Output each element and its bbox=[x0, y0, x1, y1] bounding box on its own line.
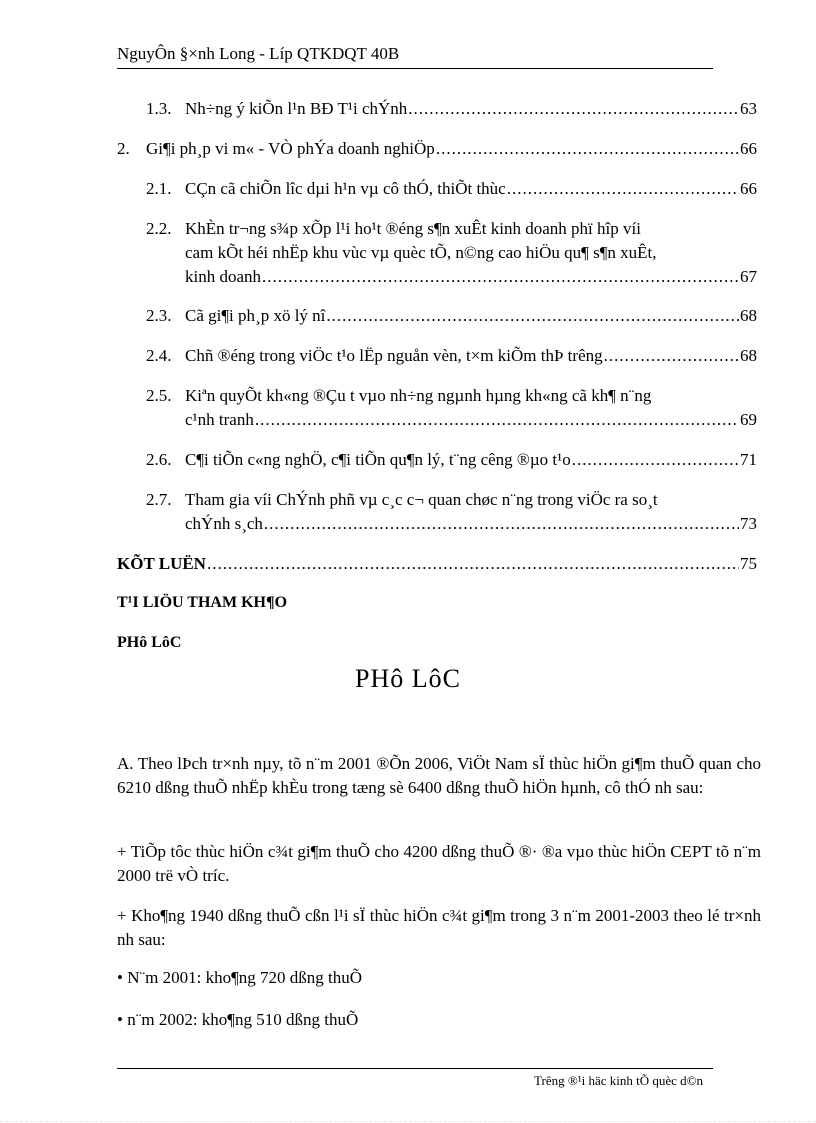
toc-page-number: 75 bbox=[740, 554, 757, 573]
references-heading: T¹I LIÖU THAM KH¶O bbox=[117, 594, 288, 611]
running-footer: Trêng ®¹i häc kinh tÕ quèc d©n bbox=[534, 1073, 704, 1088]
footer-rule bbox=[117, 1068, 713, 1069]
toc-title: cam kÕt héi nhËp khu vùc vµ quèc tÕ, n©ng cao hiÖu qu¶ s¶n xuÊt, bbox=[185, 243, 657, 262]
toc-title: CÇn cã chiÕn lîc dµi h¹n vµ cô thÓ, thiÕt thùc bbox=[185, 179, 506, 198]
appendix-heading: PHô LôC bbox=[117, 634, 182, 651]
toc-title: C¶i tiÕn c«ng nghÖ, c¶i tiÕn qu¶n lý, t¨ng cêng ®µo t¹o bbox=[185, 450, 571, 469]
toc-number: 2.4. bbox=[146, 346, 172, 365]
paragraph: + TiÕp tôc thùc hiÖn c¾t gi¶m thuÕ cho 4200 dßng thuÕ ®· ®a vµo thùc hiÖn CEPT tõ n¨m 2000 trë vÒ tríc. bbox=[117, 842, 761, 885]
header-rule bbox=[117, 68, 713, 69]
toc-number: 2.3. bbox=[146, 306, 172, 325]
toc-title: kinh doanh bbox=[185, 267, 262, 286]
appendix-title: PHô LôC bbox=[355, 664, 461, 693]
toc-title: Gi¶i ph¸p vi m« - VÒ phÝa doanh nghiÖp bbox=[146, 139, 435, 158]
toc-number: 2.5. bbox=[146, 386, 172, 405]
list-item: • N¨m 2001: kho¶ng 720 dßng thuÕ bbox=[117, 968, 363, 987]
paragraph: A. Theo lÞch tr×nh nµy, tõ n¨m 2001 ®Õn 2006, ViÖt Nam sÏ thùc hiÖn gi¶m thuÕ quan cho 6210 dßng thuÕ nhËp khÈu trong tæng sè 6400 dßng thuÕ hiÖn hµnh, cô thÓ nh sau: bbox=[117, 754, 761, 797]
toc-title: KÕT LUËN bbox=[117, 554, 206, 573]
toc-number: 1.3. bbox=[146, 99, 172, 118]
paragraph: + Kho¶ng 1940 dßng thuÕ cßn l¹i sÏ thùc hiÖn c¾t gi¶m trong 3 n¨m 2001-2003 theo lé tr×nh nh sau: bbox=[117, 906, 761, 949]
toc-number: 2. bbox=[117, 139, 130, 158]
page-edge bbox=[0, 1121, 816, 1122]
toc-title: Kiªn quyÕt kh«ng ®Çu t vµo nh÷ng ngµnh hµng kh«ng cã kh¶ n¨ng bbox=[185, 386, 652, 405]
toc-page-number: 71 bbox=[740, 450, 757, 469]
toc-number: 2.1. bbox=[146, 179, 172, 198]
toc-page-number: 73 bbox=[740, 514, 757, 533]
toc-title: Cã gi¶i ph¸p xö lý nî bbox=[185, 306, 326, 325]
toc-number: 2.2. bbox=[146, 219, 172, 238]
toc-title: KhÈn tr¬ng s¾p xÕp l¹i ho¹t ®éng s¶n xuÊt kinh doanh phï hîp víi bbox=[185, 219, 641, 238]
toc-page-number: 68 bbox=[740, 306, 757, 325]
toc-page-number: 69 bbox=[740, 410, 757, 429]
toc-title: chÝnh s¸ch bbox=[185, 514, 263, 533]
toc-title: Chñ ®éng trong viÖc t¹o lËp nguån vèn, t×m kiÕm thÞ trêng bbox=[185, 346, 603, 365]
toc-page-number: 68 bbox=[740, 346, 757, 365]
toc-number: 2.6. bbox=[146, 450, 172, 469]
toc-page-number: 66 bbox=[740, 179, 757, 198]
running-header: NguyÔn §×nh Long - Líp QTKDQT 40B bbox=[117, 44, 400, 63]
toc-page-number: 67 bbox=[740, 267, 757, 286]
list-item: • n¨m 2002: kho¶ng 510 dßng thuÕ bbox=[117, 1010, 359, 1029]
toc-title: c¹nh tranh bbox=[185, 410, 254, 429]
toc-page-number: 66 bbox=[740, 139, 757, 158]
toc-number: 2.7. bbox=[146, 490, 172, 509]
toc-title: Tham gia víi ChÝnh phñ vµ c¸c c¬ quan chøc n¨ng trong viÖc ra so¸t bbox=[185, 490, 658, 509]
toc-title: Nh÷ng ý kiÕn l¹n BÐ T¹i chÝnh bbox=[185, 99, 408, 118]
toc-page-number: 63 bbox=[740, 99, 757, 118]
